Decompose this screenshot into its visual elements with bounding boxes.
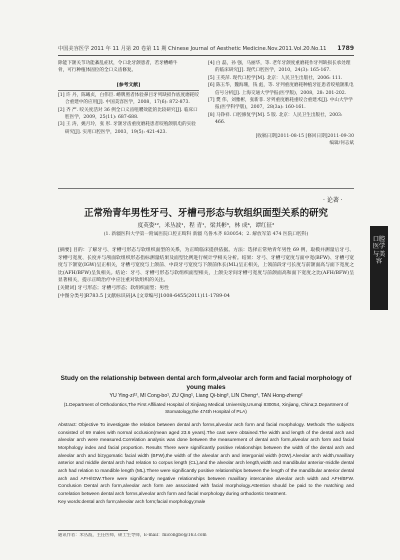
reference-item: [2] 齐 严. 咬关度活对 36 例全口义齿咀嚼效能的比较研究[J]. 临床口腔医学，2009，25(11): 687-688.	[58, 107, 198, 121]
affiliation-cn: (1. 新疆医科大学第一附属医院口腔正畸科 新疆 乌鲁木齐 830054；2. 解放军第 474 医院口腔科)	[103, 232, 309, 237]
footnote-divider	[58, 530, 128, 531]
running-head	[58, 44, 354, 54]
keywords-cn: [关键词] 牙弓形态；牙槽弓形态；软组织面型；男性	[58, 285, 169, 291]
reference-item: [7] 樊 伟，刘雅彬，张新菲. 牙列重度磨耗重咬合重建术[J]. 中山大学学报(医学科学版)，2007，28(3a): 160-161.	[208, 98, 353, 111]
keywords-en: Key words:dental arch form;alveolar arch form;facial morphology;male	[58, 499, 206, 505]
running-head-text: 中国美容医学 2011 年 11 月第 20 卷第 11 期 Chinese Journal of Aesthetic Medicine.Nov.2011.Vol.20.No.11	[58, 46, 327, 52]
page-number: 1789	[337, 45, 354, 52]
reference-item: [1] 许 丹，陈曦贞，白伟臣. 嵴牌照者体验鼻目牙列缺损作底度磨耗咬合重建中的应用[J]. 中国美容医学，2008，17(6): 872-873.	[58, 92, 199, 106]
article-separator	[58, 188, 354, 189]
references-divider	[58, 90, 199, 91]
previous-article-tail	[58, 60, 354, 188]
abstract-cn	[58, 247, 354, 300]
article-title-cn: 正常殆青年男性牙弓、牙槽弓形态与软组织面型关系的研究	[84, 208, 328, 219]
header-divider	[58, 55, 354, 56]
abstract-cn-text: [摘要] 目的：了解牙弓、牙槽弓形态与软组织面型的关系，为正畸临床提供依据。方法：选择正常殆青年男性 69 例，取模并测量后牙弓、牙槽弓宽度、长度并与颅面软组织形态指标测量结果及面型比例进行统计学相关分析。结果：牙弓、牙槽弓宽度与面中宽(BFW)、牙槽弓宽度与下颌宽(IGW)呈正相关，牙槽弓宽度与上颌前、中段牙弓宽度与下颌前体长(ML)呈正相关，上领前段牙弓长度与前颌面高与面下宽度之比(AFH/BFW)呈负相关。结论：牙弓、牙槽弓形态与软组织面型相关，上颌尖牙间牙槽弓宽度与前颌面高和面下宽度之比(AFH/BFW)呈显著相关，提示正畸治疗中应注重对软组织的关注。	[58, 248, 354, 284]
side-tab-label: 口腔医学与美容	[372, 236, 386, 266]
abstract-en-text: Abstract: Objective To investigate the relation between dental arch forms,alveolar arch form and facial morphology. Methods The subjects consisted of 69 males with normal occlusion(mean aged 23.6 years).The cast were obtained.The width and length of the dental arch and alveolar arch were measured.Correlation analysis was done between the measurement of dental arch form,alveolar arch form and facial Morphology index and facial proportion. Results There were significantly positive relationships between the width of the dental arch and alveolar arch and bizygomatic facial width (BFW),the width of the alveolar arch and intergonial width (IGW).Alveolar arch width,maxillary anterior and middle dental arch had relation to corpus length (CL),and the alveolar arch length,width and mandibular anterior-middle dental arch had relation to mandible length (ML).There were significantly positive relationships between the length of the mandibular anterior dental arch and AFH/IGW.There were significantly negative relationships between maxillary intercanine alveolar arch width and AFH/BFW. Conclusion Dental arch form,alveolar arch form are associated with facial morphology.Attention should be paid to the matching and correlation between dental arch forms,alveolar arch form and facial morphology during orthodontic treatment.	[58, 423, 354, 497]
reference-item: [4] 白 磊，孙 强，马丽华，等. 老年牙颌度重磨耗作牙列缺损长承处理的临床研究[J]. 现代口腔医学，2010，24(3): 165-167.	[208, 61, 351, 74]
reference-item: [3] 王 涛，姚月玲，张 彤. 牙颌牙齿重度磨耗患者咬殖颌肌电的实验研究[J]. 实用口腔医学，2003，19(5): 421-423.	[58, 122, 196, 135]
right-column	[208, 60, 354, 147]
reference-item: [8] 马铮祥. 口腔修复学[M]. 5 版. 北京：人民卫生出版社，2003: 466.	[208, 112, 343, 126]
authors-en: YU Ying-zi¹², MI Cong-bo¹, ZU Qing¹, Liang Qi-bing³, LIN Cheng⁴, TAN Hong-zheng²	[109, 393, 303, 399]
corresponding-author-footnote: 通讯作者：米丛波，主任医师，硕士生导师，E-mail：micongbo@163.com	[58, 533, 207, 538]
affiliation-en: (1.Department of Orthodontics,The First Affiliated Hospital of Xinjiang Medical University,Urumqi 830054, Xinjiang, China;2.Department of Stomatology,the 474th Hospital of PLA)	[63, 402, 349, 415]
body-text-line: 除能下颌关节功能紊乱症状，令口北牙颌患者，若牙槽嵴牛	[58, 61, 178, 66]
left-column	[58, 60, 199, 136]
classification-line: [中图分类号]R783.5 [文献标识码]A [文章编号]1008-6455(2011)11-1789-04	[58, 293, 230, 299]
editor-credit: 编辑/何志斌	[329, 141, 354, 147]
body-text-line: 骨，可行种植体固位的全口义齿修复。	[58, 68, 137, 74]
reference-item: [6] 陈玉华，魏海珊，钱 彪，等. 牙列重度磨耗种植牙征患者咬殖颌肌电信号分析[J]. 上海交通大学学报(医学版)，2008，28: 201-202.	[208, 83, 354, 96]
section-tag: · 论著 ·	[323, 197, 343, 204]
references-title: [参考文献]	[116, 81, 141, 88]
article-title-en: Study on the relationship between dental arch form,alveolar arch form and facial morphology of young males	[60, 375, 352, 391]
side-section-tab	[370, 226, 388, 310]
received-dates: [收稿日期]2011-08-15 [修回日期]2011-09-30	[255, 133, 354, 139]
reference-item: [5] 王英萍. 现代口腔学[M]. 北京：人民卫生出版社，2006: 111.	[208, 75, 343, 81]
authors-cn: 度英姿¹²，米丛波¹，程 青¹，梁其彬³，林 成⁴，谭红征²	[137, 223, 275, 229]
abstract-en	[58, 422, 354, 506]
